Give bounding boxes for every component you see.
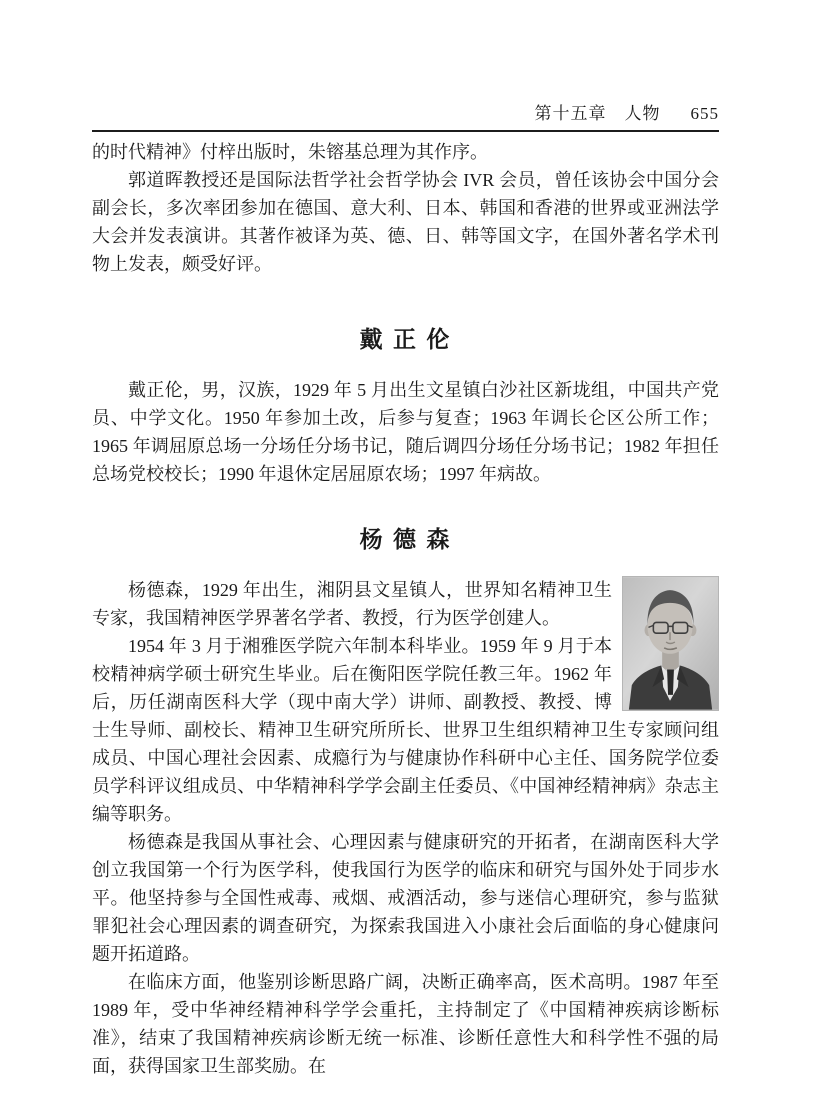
portrait-photo — [622, 576, 719, 711]
yang-paragraph-4: 在临床方面，他鉴别诊断思路广阔，决断正确率高，医术高明。1987 年至 1989 年，受中华神经精神科学学会重托，主持制定了《中国精神疾病诊断标准》，结束了我国精神疾病诊断无统一标准、诊断任意性大和科学性不强的局面，获得国家卫生部奖励。在 — [92, 972, 719, 1076]
running-header — [92, 103, 719, 132]
continuation-paragraph: 的时代精神》付梓出版时，朱镕基总理为其作序。 — [92, 142, 488, 162]
person-heading-dai: 戴 正 伦 — [359, 326, 452, 352]
text-column — [92, 138, 719, 1080]
yang-paragraph-2: 1954 年 3 月于湘雅医学院六年制本科毕业。1959 年 9 月于本校精神病学硕士研究生毕业。后在衡阳医学院任教三年。1962 年后，历任湖南医科大学（现中南大学）讲师、副教授、教授、博士生导师、副校长、精神卫生研究所所长、世界卫生组织精神卫生专家顾问组成员、中国心理社会因素、成瘾行为与健康协作科研中心主任、国务院学位委员学科评议组成员、中华精神科学学会副主任委员、《中国神经精神病》杂志主编等职务。 — [92, 636, 719, 824]
yang-paragraph-1: 杨德森，1929 年出生，湘阴县文星镇人，世界知名精神卫生专家，我国精神医学界著名学者、教授，行为医学创建人。 — [92, 580, 612, 628]
page-number: 655 — [690, 104, 719, 123]
yang-biography-block — [92, 576, 719, 1080]
section-label: 人物 — [624, 104, 661, 123]
portrait-photo-graphic — [623, 577, 718, 710]
yang-paragraph-3: 杨德森是我国从事社会、心理因素与健康研究的开拓者，在湖南医科大学创立我国第一个行为医学科，使我国行为医学的临床和研究与国外处于同步水平。他坚持参与全国性戒毒、戒烟、戒酒活动，参与迷信心理研究，参与监狱罪犯社会心理因素的调查研究，为探索我国进入小康社会后面临的身心健康问题开拓道路。 — [92, 832, 719, 964]
intro-paragraph: 郭道晖教授还是国际法哲学社会哲学协会 IVR 会员，曾任该协会中国分会副会长，多次率团参加在德国、意大利、日本、韩国和香港的世界或亚洲法学大会并发表演讲。其著作被译为英、德、日、韩等国文字，在国外著名学术刊物上发表，颇受好评。 — [92, 170, 719, 274]
person-heading-yang: 杨 德 森 — [359, 526, 452, 552]
chapter-label: 第十五章 — [534, 104, 607, 123]
dai-biography-paragraph: 戴正伦，男，汉族，1929 年 5 月出生文星镇白沙社区新垅组，中国共产党员、中学文化。1950 年参加土改，后参与复查；1963 年调长仑区公所工作；1965 年调屈原总场一分场任分场书记，随后调四分场任分场书记；1982 年担任总场党校校长；1990 年退休定居屈原农场；1997 年病故。 — [92, 380, 719, 484]
